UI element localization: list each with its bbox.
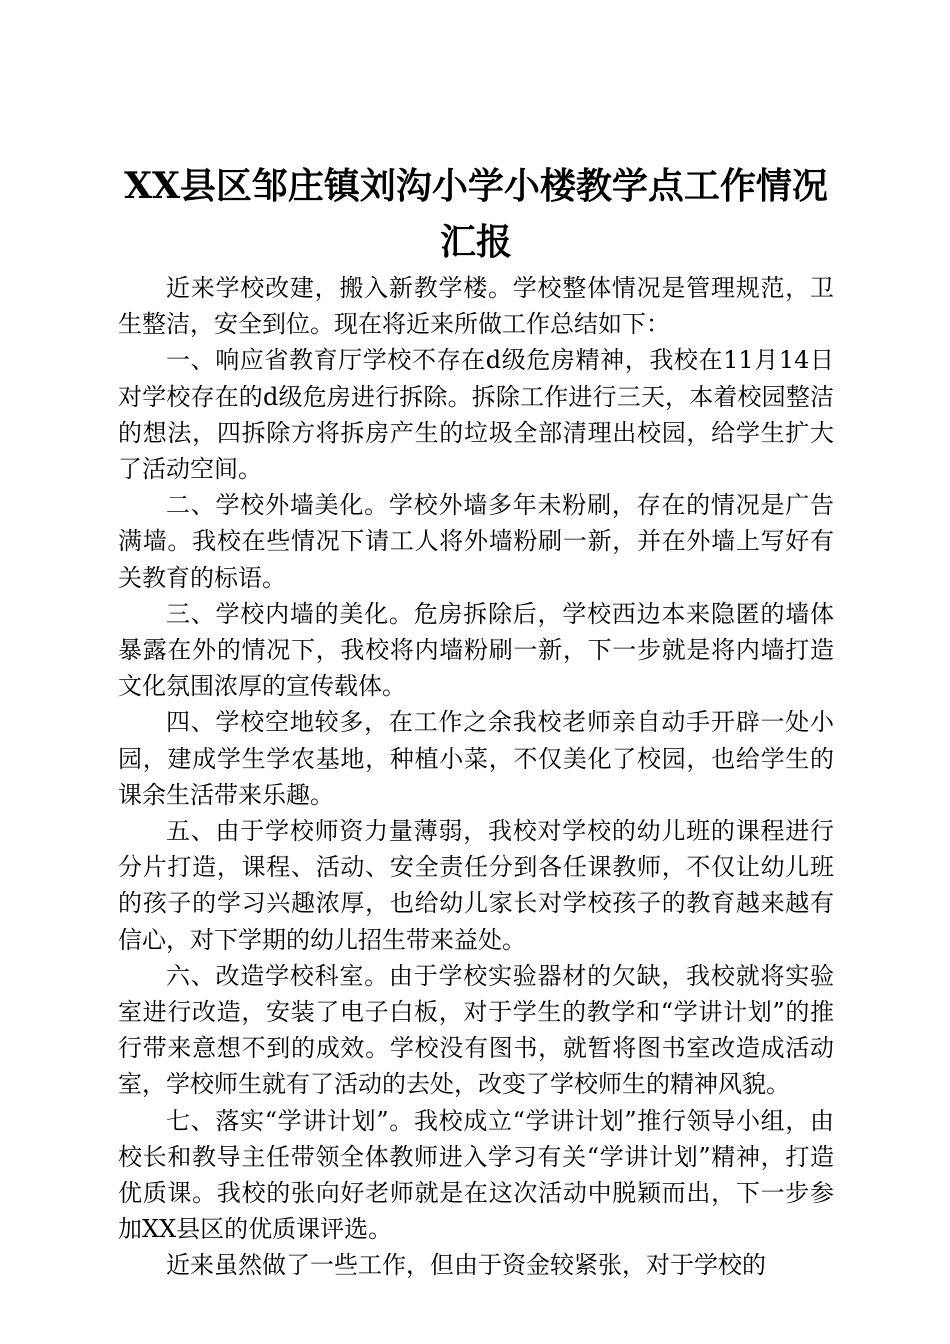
paragraph-closing: 近来虽然做了一些工作，但由于资金较紧张，对于学校的 <box>166 1251 766 1280</box>
paragraph-item-4: 四、学校空地较多，在工作之余我校老师亲自动手开辟一处小园，建成学生学农基地，种植小菜，不仅美化了校园，也给学生的课余生活带来乐趣。 <box>118 708 834 809</box>
paragraph-item-1: 一、响应省教育厅学校不存在d级危房精神，我校在11月14日对学校存在的d级危房进行拆除。拆除工作进行三天，本着校园整洁的想法，四拆除方将拆房产生的垃圾全部清理出校园，给学生扩大了活动空间。 <box>118 346 834 484</box>
document-body <box>118 270 834 1284</box>
paragraph-intro: 近来学校改建，搬入新教学楼。学校整体情况是管理规范，卫生整洁，安全到位。现在将近来所做工作总结如下： <box>118 274 834 339</box>
document-title-line-1: XX县区邹庄镇刘沟小学小楼教学点工作情况 <box>124 165 828 207</box>
document-title-line-2: 汇报 <box>439 221 512 263</box>
paragraph-item-2: 二、学校外墙美化。学校外墙多年未粉刷，存在的情况是广告满墙。我校在些情况下请工人将外墙粉刷一新，并在外墙上写好有关教育的标语。 <box>118 491 834 592</box>
paragraph-item-7: 七、落实“学讲计划”。我校成立“学讲计划”推行领导小组，由校长和教导主任带领全体教师进入学习有关“学讲计划”精神，打造优质课。我校的张向好老师就是在这次活动中脱颖而出，下一步参加XX县区的优质课评选。 <box>118 1106 834 1244</box>
paragraph-item-3: 三、学校内墙的美化。危房拆除后，学校西边本来隐匿的墙体暴露在外的情况下，我校将内墙粉刷一新，下一步就是将内墙打造文化氛围浓厚的宣传载体。 <box>118 599 834 701</box>
paragraph-item-6: 六、改造学校科室。由于学校实验器材的欠缺，我校就将实验室进行改造，安装了电子白板，对于学生的教学和“学讲计划”的推行带来意想不到的成效。学校没有图书，就暂将图书室改造成活动室，学校师生就有了活动的去处，改变了学校师生的精神风貌。 <box>118 961 834 1099</box>
document-title <box>118 158 834 270</box>
paragraph-item-5: 五、由于学校师资力量薄弱，我校对学校的幼儿班的课程进行分片打造，课程、活动、安全责任分到各任课教师，不仅让幼儿班的孩子的学习兴趣浓厚，也给幼儿家长对学校孩子的教育越来越有信心，对下学期的幼儿招生带来益处。 <box>118 817 834 954</box>
document-page <box>118 158 834 1284</box>
